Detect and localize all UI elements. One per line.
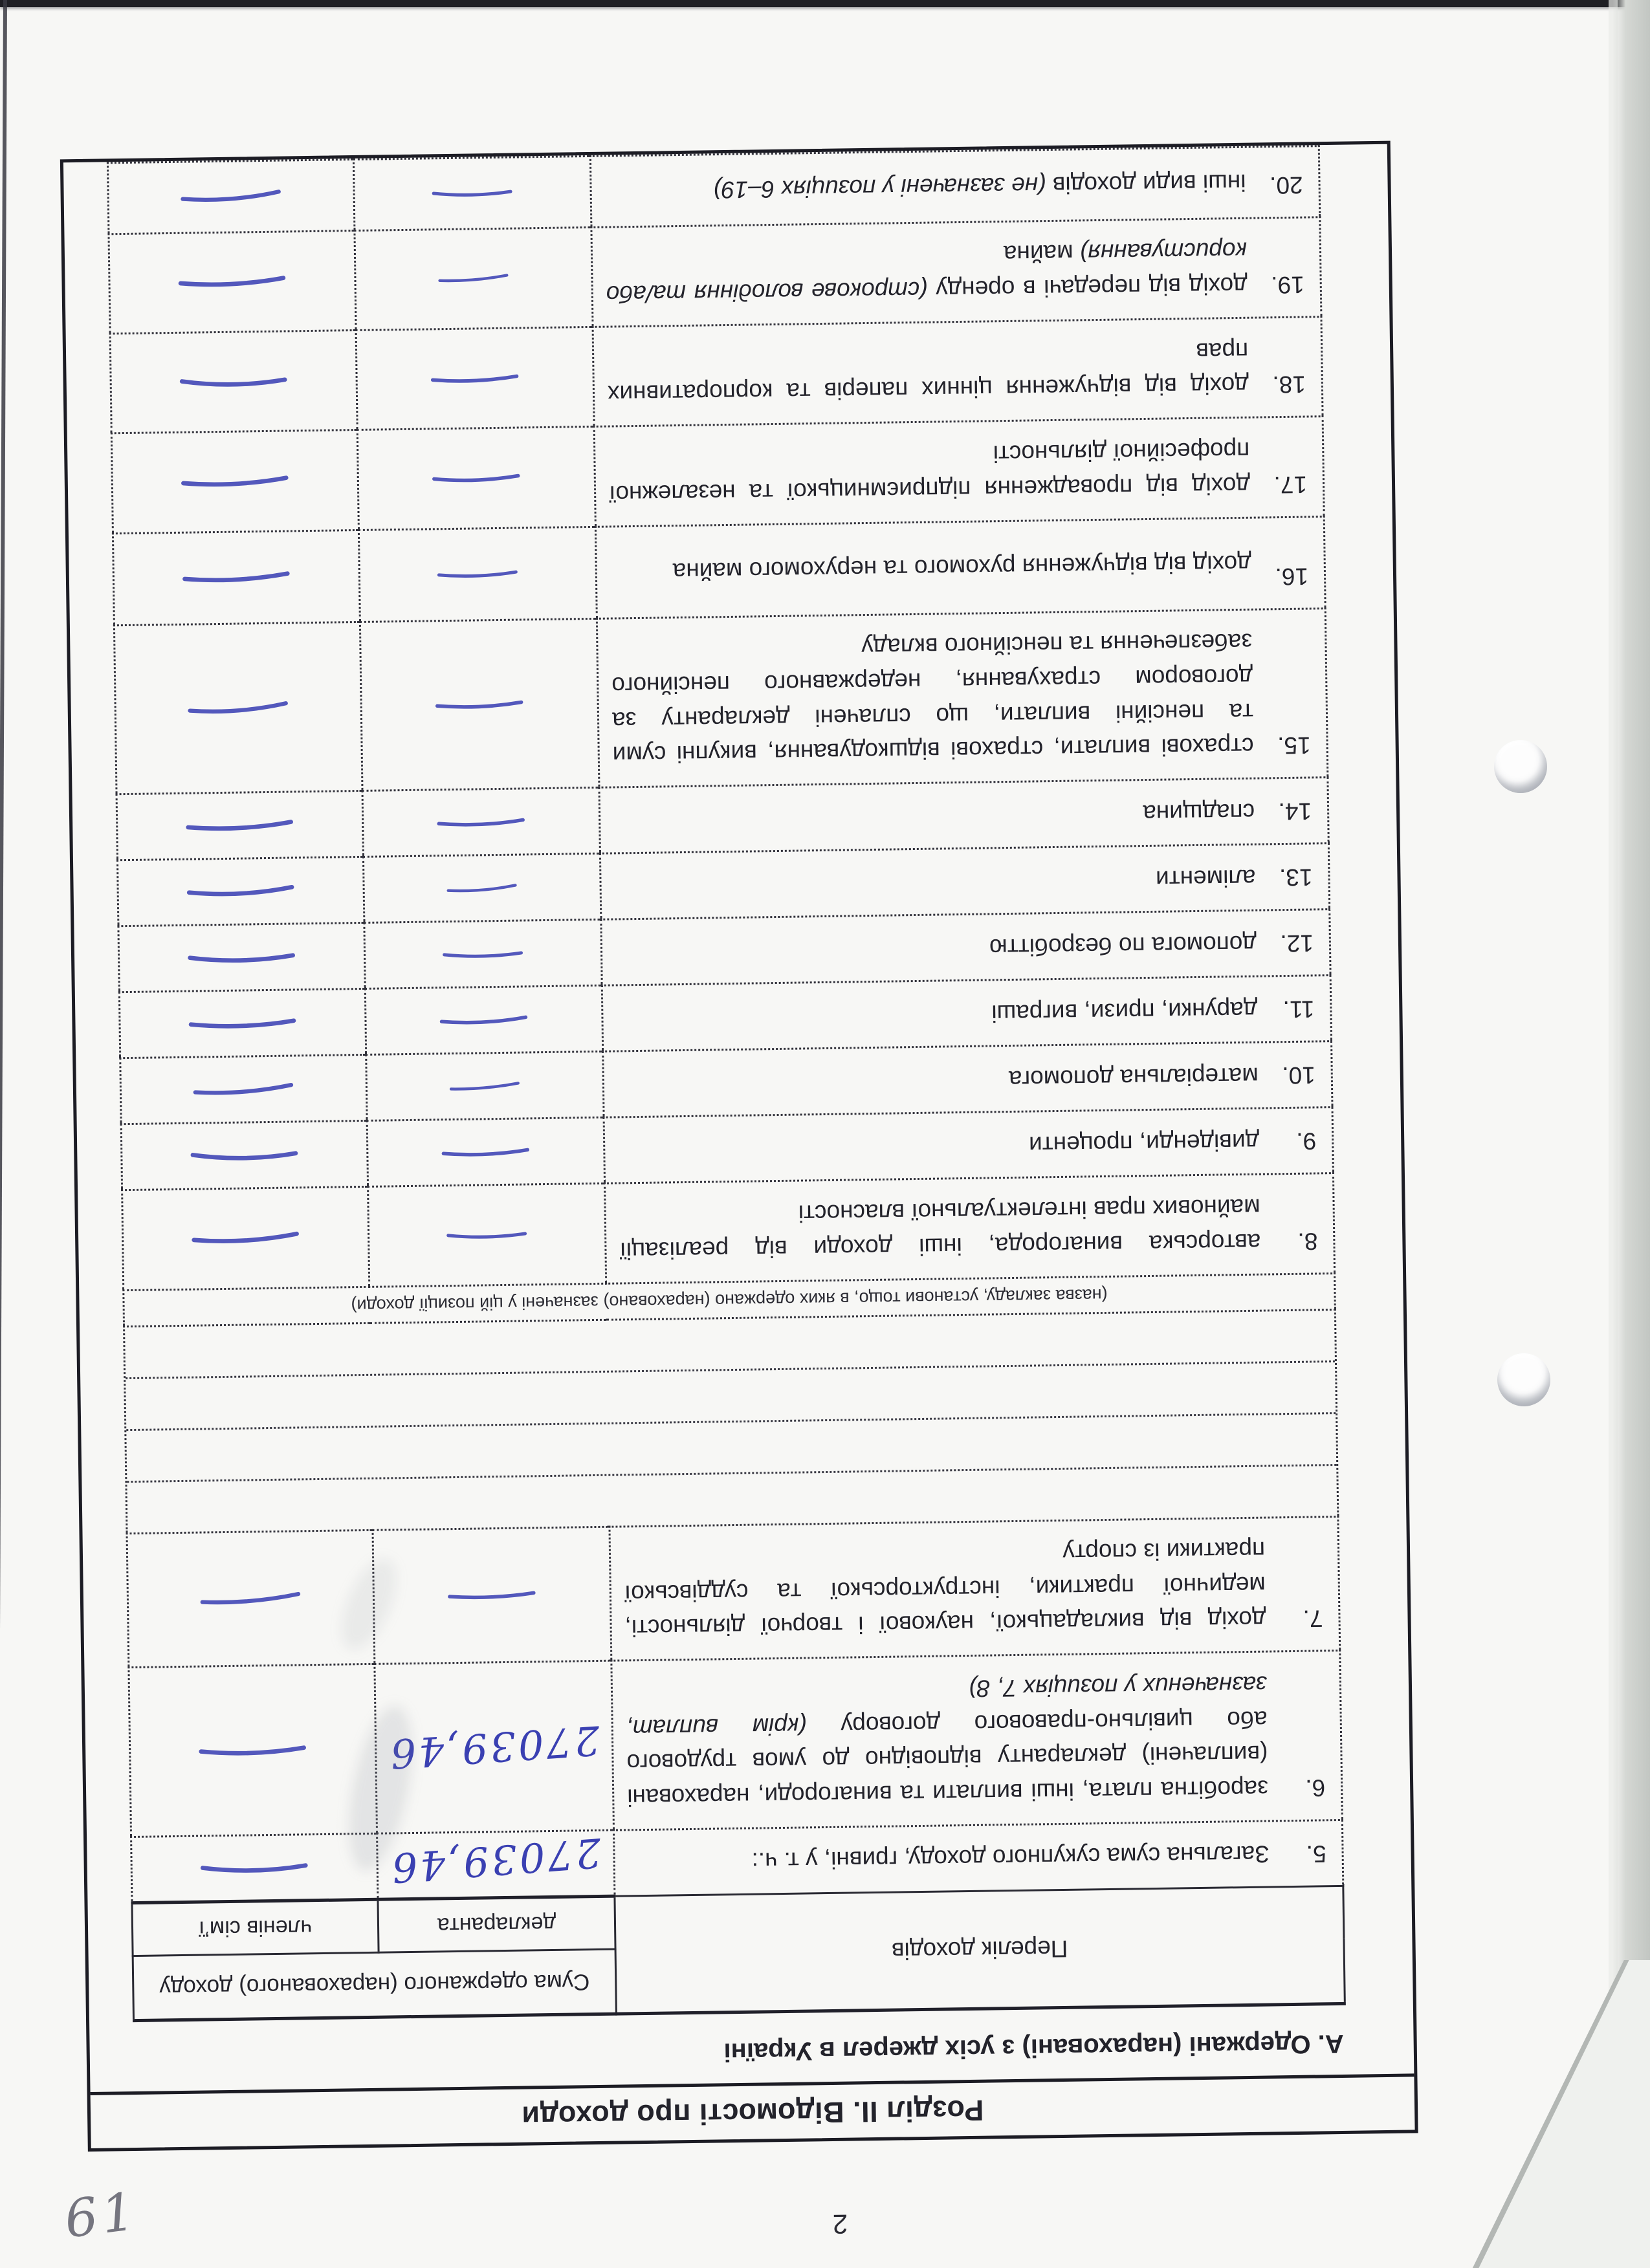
hole-punch-mark bbox=[1494, 740, 1547, 793]
handwritten-dash bbox=[448, 1077, 522, 1095]
row-number: 9. bbox=[1296, 1128, 1317, 1155]
row-number: 19. bbox=[1271, 271, 1305, 299]
table-row-6 bbox=[129, 1651, 1342, 1837]
row-number: 18. bbox=[1272, 371, 1306, 398]
column-header-income-list: Перелік доходів bbox=[615, 1886, 1345, 2014]
row-text-tail: майна bbox=[1003, 239, 1081, 268]
handwritten-dash bbox=[439, 1012, 529, 1028]
handwritten-dash bbox=[182, 818, 298, 833]
handwritten-dash bbox=[177, 950, 306, 966]
handwritten-dash bbox=[180, 1148, 309, 1164]
scanner-background-strip bbox=[1612, 0, 1650, 2268]
declarant-amount-cell bbox=[358, 527, 597, 622]
handwritten-dash bbox=[192, 1080, 296, 1098]
handwritten-dash bbox=[169, 374, 298, 390]
row-text: страхові виплати, страхові відшкодування, викупні суми та пенсійні виплати, що сплачені декларанту за договором страхування, недержавного пенсійного забезпечення та пенсійного вкладу bbox=[611, 629, 1254, 769]
declarant-amount-cell bbox=[368, 1183, 606, 1286]
table-row-17 bbox=[111, 417, 1324, 533]
declarant-amount-cell bbox=[357, 427, 595, 530]
row-text: допомога по безробіттю bbox=[989, 930, 1257, 961]
row-number: 10. bbox=[1282, 1062, 1316, 1089]
row-number: 13. bbox=[1279, 864, 1313, 891]
handwritten-corner-number: 61 bbox=[61, 2181, 142, 2250]
declarant-amount-cell bbox=[365, 986, 602, 1055]
row-number: 11. bbox=[1282, 996, 1315, 1023]
declarant-amount-cell bbox=[373, 1527, 611, 1664]
row-text: дохід від передачі в оренду bbox=[927, 272, 1248, 303]
handwritten-dash bbox=[199, 1589, 303, 1608]
handwritten-dash bbox=[195, 1743, 311, 1758]
handwritten-dash bbox=[183, 884, 298, 899]
handwritten-dash bbox=[175, 274, 290, 290]
family-amount-cell bbox=[109, 230, 356, 334]
handwritten-dash bbox=[431, 186, 514, 201]
table-row-16 bbox=[113, 516, 1325, 625]
form-frame bbox=[60, 140, 1418, 2152]
row-text: дохід від провадження підприємницької та незалежної професійної діяльності bbox=[608, 437, 1251, 508]
handwritten-dash bbox=[434, 697, 525, 712]
row-text-italic: (крім виплат, зазначених у позиціях 7, 8) bbox=[626, 1671, 1268, 1742]
column-header-family: членів сім’ї bbox=[132, 1899, 379, 1956]
declarant-amount-cell bbox=[356, 327, 594, 430]
family-amount-cell bbox=[120, 1055, 367, 1124]
org-caption: (назва закладу, установи тощо, в яких одержано (нараховано) зазначені у цій позиції доходи) bbox=[124, 1273, 1336, 1326]
row-text: інші види доходів bbox=[1046, 169, 1246, 199]
scan-top-edge-shadow bbox=[0, 0, 1631, 7]
table-row-19 bbox=[109, 217, 1321, 334]
row-number: 20. bbox=[1269, 171, 1303, 199]
row-text-italic: (не зазначені у позиціях 6–19) bbox=[713, 172, 1046, 204]
row-number: 16. bbox=[1275, 563, 1309, 590]
handwritten-dash bbox=[190, 1860, 319, 1876]
table-row-7 bbox=[127, 1516, 1340, 1668]
handwritten-dash bbox=[441, 947, 524, 962]
handwritten-dash bbox=[441, 1144, 531, 1160]
table-row-15 bbox=[114, 608, 1327, 794]
family-amount-cell bbox=[118, 923, 365, 992]
declarant-amount-cell bbox=[367, 1118, 604, 1187]
handwritten-dash bbox=[437, 270, 511, 287]
handwritten-dash bbox=[185, 1016, 300, 1031]
row-number: 14. bbox=[1278, 798, 1312, 825]
row-number: 5. bbox=[1306, 1840, 1326, 1868]
declarant-amount-cell bbox=[377, 1830, 615, 1899]
row-number: 12. bbox=[1280, 930, 1314, 957]
row-number: 6. bbox=[1305, 1774, 1326, 1802]
row-text: дарунки, призи, виграші bbox=[991, 996, 1258, 1027]
row-text: матеріальна допомога bbox=[1008, 1062, 1259, 1093]
column-header-sum: Сума одержаного (нарахованого) доходу bbox=[133, 1949, 616, 2020]
row-text-italic: (строкове володіння та/або користування) bbox=[606, 237, 1248, 308]
row-text: Загальна сума сукупного доходу, гривні, у т. ч.: bbox=[751, 1840, 1270, 1875]
handwritten-dash bbox=[446, 1228, 529, 1243]
row-text: спадщина bbox=[1143, 798, 1255, 827]
declarant-amount-cell bbox=[362, 788, 600, 857]
row-text: дохід від відчуження рухомого та нерухомого майна bbox=[672, 550, 1252, 585]
column-header-declarant: декларанта bbox=[378, 1896, 615, 1952]
handwritten-amount: 27039,46 bbox=[386, 1716, 602, 1778]
handwritten-dash bbox=[179, 188, 283, 206]
handwritten-amount: 27039,46 bbox=[388, 1829, 603, 1892]
income-table bbox=[107, 145, 1346, 2022]
declarant-amount-cell bbox=[366, 1052, 604, 1121]
row-text: аліменти bbox=[1155, 864, 1256, 893]
family-amount-cell bbox=[111, 430, 358, 534]
declarant-amount-cell bbox=[360, 618, 599, 791]
subsection-a-heading: А. Одержані (нараховані) з усіх джерел в Україні bbox=[723, 2029, 1345, 2067]
family-amount-cell bbox=[127, 1530, 375, 1668]
handwritten-dash bbox=[446, 879, 519, 897]
handwritten-dash bbox=[186, 699, 291, 717]
family-amount-cell bbox=[116, 791, 363, 860]
row-number: 17. bbox=[1273, 471, 1308, 498]
page-number: 2 bbox=[832, 2208, 848, 2240]
row-number: 15. bbox=[1277, 732, 1311, 759]
table-row-18 bbox=[110, 317, 1323, 433]
family-amount-cell bbox=[122, 1187, 369, 1291]
section-title: Розділ II. Відомості про доходи bbox=[521, 2093, 984, 2133]
family-amount-cell bbox=[129, 1664, 377, 1837]
declarant-amount-cell bbox=[363, 854, 600, 923]
family-amount-cell bbox=[119, 989, 366, 1058]
org-lines-row bbox=[124, 1309, 1338, 1533]
handwritten-dash bbox=[436, 814, 527, 830]
handwritten-dash bbox=[446, 1587, 537, 1603]
declarant-amount-cell bbox=[355, 227, 593, 330]
family-amount-cell bbox=[131, 1833, 378, 1903]
row-number: 7. bbox=[1303, 1605, 1323, 1633]
table-row-8 bbox=[122, 1173, 1335, 1290]
handwritten-dash bbox=[431, 470, 522, 486]
family-amount-cell bbox=[121, 1121, 368, 1190]
row-text: авторська винагорода, інші доходи від реалізації майнових прав інтелектуальної власності bbox=[619, 1194, 1261, 1264]
handwritten-dash bbox=[430, 371, 520, 386]
handwritten-dash bbox=[188, 1230, 303, 1246]
row-text: заробітна плата, інші виплати та винагороди, нараховані (виплачені) декларанту відповідно до умов трудового або цивільно-правового договору bbox=[626, 1706, 1269, 1811]
row-text: дохід від відчуження цінних паперів та корпоративних прав bbox=[607, 337, 1249, 408]
family-amount-cell bbox=[110, 331, 357, 434]
row-text: дохід від викладацької, наукової і творчої діяльності, медичної практики, інструкторської та суддівської практики із спорту bbox=[624, 1536, 1266, 1642]
family-amount-cell bbox=[117, 857, 364, 926]
family-amount-cell bbox=[113, 530, 360, 625]
declarant-amount-cell bbox=[364, 920, 602, 989]
declarant-amount-cell bbox=[353, 156, 591, 230]
family-amount-cell bbox=[107, 159, 354, 234]
handwritten-dash bbox=[179, 570, 294, 585]
handwritten-dash bbox=[436, 567, 519, 582]
handwritten-dash bbox=[177, 474, 292, 489]
family-amount-cell bbox=[114, 622, 362, 794]
row-number: 8. bbox=[1297, 1227, 1318, 1255]
row-text: дивіденди, проценти bbox=[1028, 1128, 1260, 1159]
